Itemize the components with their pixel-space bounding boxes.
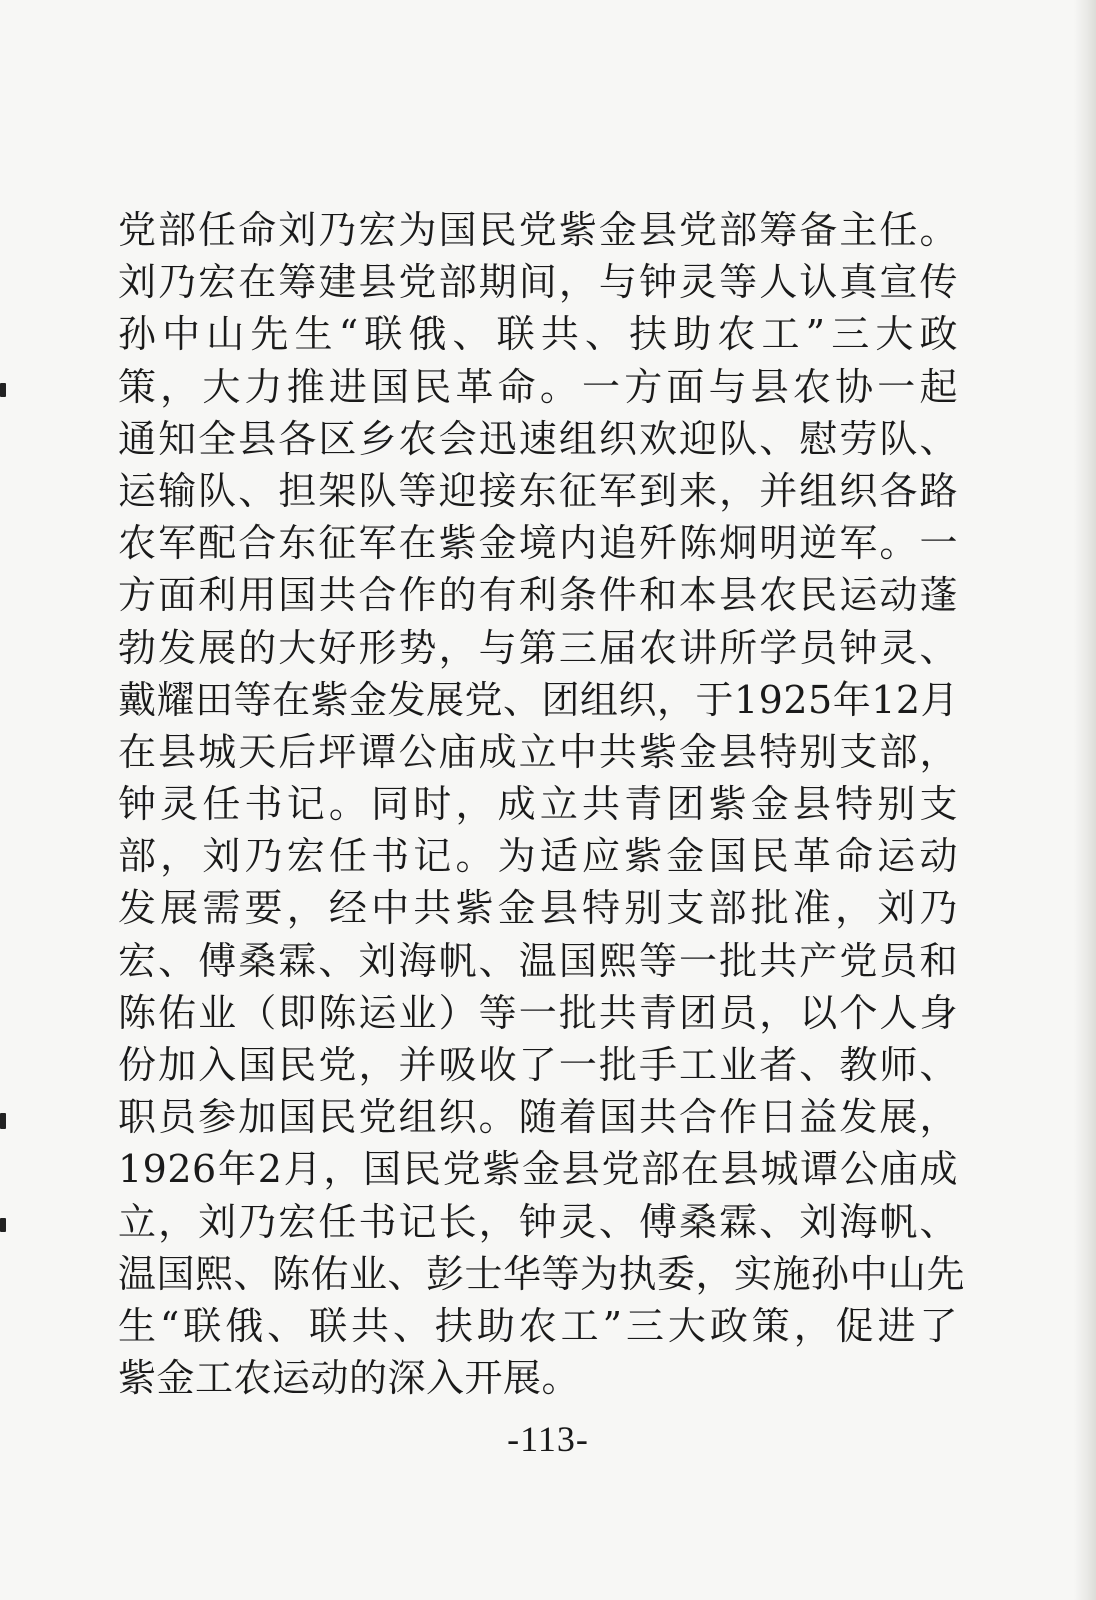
text-line: 方面利用国共合作的有利条件和本县农民运动蓬 [118,573,958,618]
text-line: 党部任命刘乃宏为国民党紫金县党部筹备主任。 [118,208,958,252]
text-line: 勃发展的大好形势，与第三届农讲所学员钟灵、 [118,625,958,670]
text-line: 运输队、担架队等迎接东征军到来，并组织各路 [118,468,958,513]
text-line: 部，刘乃宏任书记。为适应紫金国民革命运动 [118,834,958,879]
text-line: 刘乃宏在筹建县党部期间，与钟灵等人认真宣传 [118,260,958,305]
text-line: 戴耀田等在紫金发展党、团组织，于1925年12月 [118,677,960,722]
text-line: 温国熙、陈佑业、彭士华等为执委，实施孙中山先 [118,1251,966,1296]
text-line: 宏、傅桑霖、刘海帆、温国熙等一批共产党员和 [118,938,958,983]
text-line: 紫金工农运动的深入开展。 [118,1356,581,1401]
text-line: 策，大力推进国民革命。一方面与县农协一起 [118,364,958,409]
text-line: 孙中山先生“联俄、联共、扶助农工”三大政 [118,312,958,357]
text-line: 发展需要，经中共紫金县特别支部批准，刘乃 [118,886,958,931]
text-line: 钟灵任书记。同时，成立共青团紫金县特别支 [118,782,958,827]
scan-edge-shadow [1074,0,1096,1600]
text-line: 职员参加国民党组织。随着国共合作日益发展， [118,1095,958,1140]
text-line: 通知全县各区乡农会迅速组织欢迎队、慰劳队、 [118,416,958,461]
text-line: 生“联俄、联共、扶助农工”三大政策，促进了 [118,1303,958,1348]
scan-mark [0,383,6,397]
text-line: 立，刘乃宏任书记长，钟灵、傅桑霖、刘海帆、 [118,1199,958,1244]
page-number: -113- [507,1419,589,1459]
text-line: 陈佑业（即陈运业）等一批共青团员，以个人身 [118,990,958,1035]
body-text [118,204,966,1404]
text-line: 在县城天后坪谭公庙成立中共紫金县特别支部， [118,729,958,774]
text-line: 1926年2月，国民党紫金县党部在县城谭公庙成 [118,1147,958,1192]
text-line: 农军配合东征军在紫金境内追歼陈炯明逆军。一 [118,521,958,566]
scan-mark [0,1113,6,1129]
scan-mark [0,1218,6,1232]
text-line: 份加入国民党，并吸收了一批手工业者、教师、 [118,1043,958,1087]
